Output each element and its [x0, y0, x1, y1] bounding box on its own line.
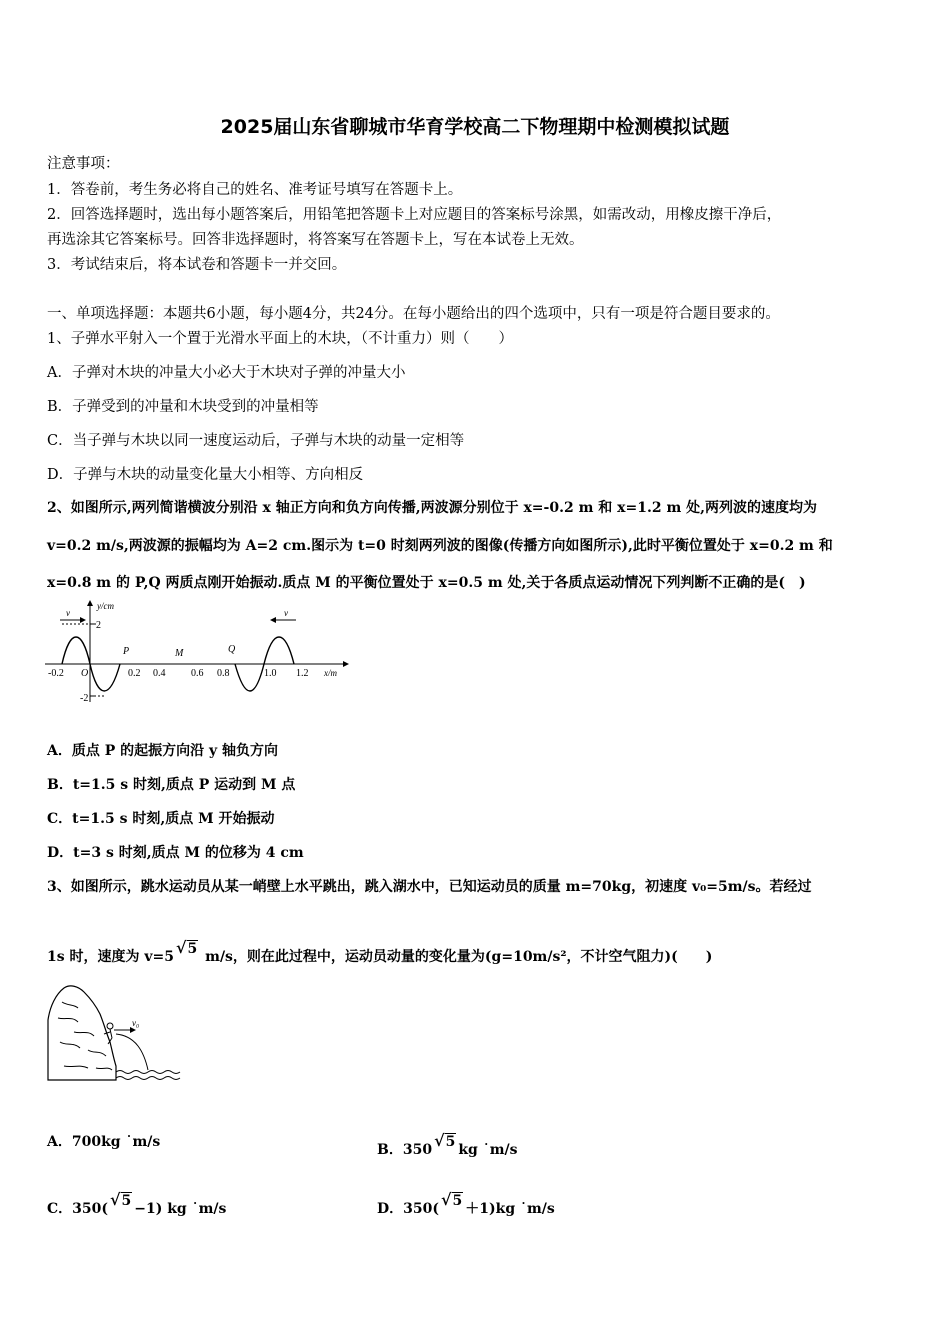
point-q-label: Q — [228, 644, 236, 655]
cliff-figure — [44, 980, 184, 1088]
x-tick-label: 0.2 — [128, 668, 141, 679]
q3-option-b: B．350 √5 kg ˙m/s — [377, 1131, 518, 1158]
q1-option-a: A．子弹对木块的冲量大小必大于木块对子弹的冲量大小 — [47, 365, 406, 381]
x-tick-label: -0.2 — [48, 668, 64, 679]
point-p-label: P — [123, 646, 130, 657]
q2-option-b: B．t=1.5 s 时刻,质点 P 运动到 M 点 — [47, 777, 296, 793]
point-m-label: M — [175, 648, 184, 659]
wave-figure — [40, 598, 350, 708]
q2-option-d: D．t=3 s 时刻,质点 M 的位移为 4 cm — [47, 845, 304, 861]
section-heading: 一、单项选择题：本题共6小题，每小题4分，共24分。在每小题给出的四个选项中，只有一项是符合题目要求的。 — [47, 306, 780, 322]
q3-option-a: A．700kg ˙m/s — [47, 1134, 161, 1150]
notice-item: 3．考试结束后，将本试卷和答题卡一并交回。 — [47, 257, 347, 273]
y-top-label: 2 — [96, 620, 101, 631]
notice-item: 再选涂其它答案标号。回答非选择题时，将答案写在答题卡上，写在本试卷上无效。 — [47, 232, 584, 248]
q3-stem-part: 1s 时，速度为 v=5 — [47, 949, 174, 965]
x-tick-label: 1.0 — [264, 668, 277, 679]
x-tick-label: 0.6 — [191, 668, 204, 679]
sqrt-symbol: √5 — [175, 938, 198, 957]
x-tick-label: 1.2 — [296, 668, 309, 679]
sqrt-symbol: √5 — [110, 1190, 132, 1209]
q3-stem-line: 3、如图所示，跳水运动员从某一峭壁上水平跳出，跳入湖水中，已知运动员的质量 m=70kg，初速度 v₀=5m/s。若经过 — [47, 879, 812, 895]
q3-stem-line — [47, 938, 712, 966]
y-axis-label: y/cm — [97, 601, 114, 611]
q2-option-c: C．t=1.5 s 时刻,质点 M 开始振动 — [47, 811, 275, 827]
q2-stem-line: v=0.2 m/s,两波源的振幅均为 A=2 cm.图示为 t=0 时刻两列波的图像(传播方向如图所示),此时平衡位置处于 x=0.2 m 和 — [47, 538, 833, 554]
sqrt-symbol: √5 — [434, 1131, 456, 1150]
wave-velocity-label: v — [66, 608, 70, 618]
q3-stem-part: m/s，则在此过程中，运动员动量的变化量为(g=10m/s²，不计空气阻力)( ) — [200, 949, 713, 965]
q1-option-c: C．当子弹与木块以同一速度运动后，子弹与木块的动量一定相等 — [47, 433, 465, 449]
q2-stem-line: 2、如图所示,两列简谐横波分别沿 x 轴正方向和负方向传播,两波源分别位于 x=-0.2 m 和 x=1.2 m 处,两列波的速度均为 — [47, 500, 818, 516]
notice-heading: 注意事项： — [47, 156, 120, 172]
q1-option-d: D．子弹与木块的动量变化量大小相等、方向相反 — [47, 467, 364, 483]
q2-stem-line: x=0.8 m 的 P,Q 两质点刚开始振动.质点 M 的平衡位置处于 x=0.5 m 处,关于各质点运动情况下列判断不正确的是( ) — [47, 575, 806, 591]
q3-option-d: D．350( √5 ＋1)kg ˙m/s — [377, 1190, 555, 1217]
x-tick-label: 0.8 — [217, 668, 230, 679]
wave-velocity-label: v — [284, 608, 288, 618]
initial-velocity-label: v₀ — [132, 1018, 140, 1028]
q2-option-a: A．质点 P 的起振方向沿 y 轴负方向 — [47, 743, 279, 759]
y-bottom-label: -2 — [80, 693, 89, 704]
q1-option-b: B．子弹受到的冲量和木块受到的冲量相等 — [47, 399, 319, 415]
q1-stem: 1、子弹水平射入一个置于光滑水平面上的木块，（不计重力）则（ ） — [47, 331, 513, 347]
notice-item: 2．回答选择题时，选出每小题答案后，用铅笔把答题卡上对应题目的答案标号涂黑，如需改动，用橡皮擦干净后， — [47, 207, 782, 223]
notice-item: 1．答卷前，考生务必将自己的姓名、准考证号填写在答题卡上。 — [47, 182, 463, 198]
q3-option-c: C．350( √5 −1) kg ˙m/s — [47, 1190, 227, 1217]
page-title: 2025届山东省聊城市华育学校高二下物理期中检测模拟试题 — [220, 116, 730, 138]
sqrt-symbol: √5 — [441, 1190, 463, 1209]
x-tick-label: 0.4 — [153, 668, 166, 679]
origin-label: O — [81, 668, 89, 679]
x-axis-label: x/m — [324, 668, 337, 678]
